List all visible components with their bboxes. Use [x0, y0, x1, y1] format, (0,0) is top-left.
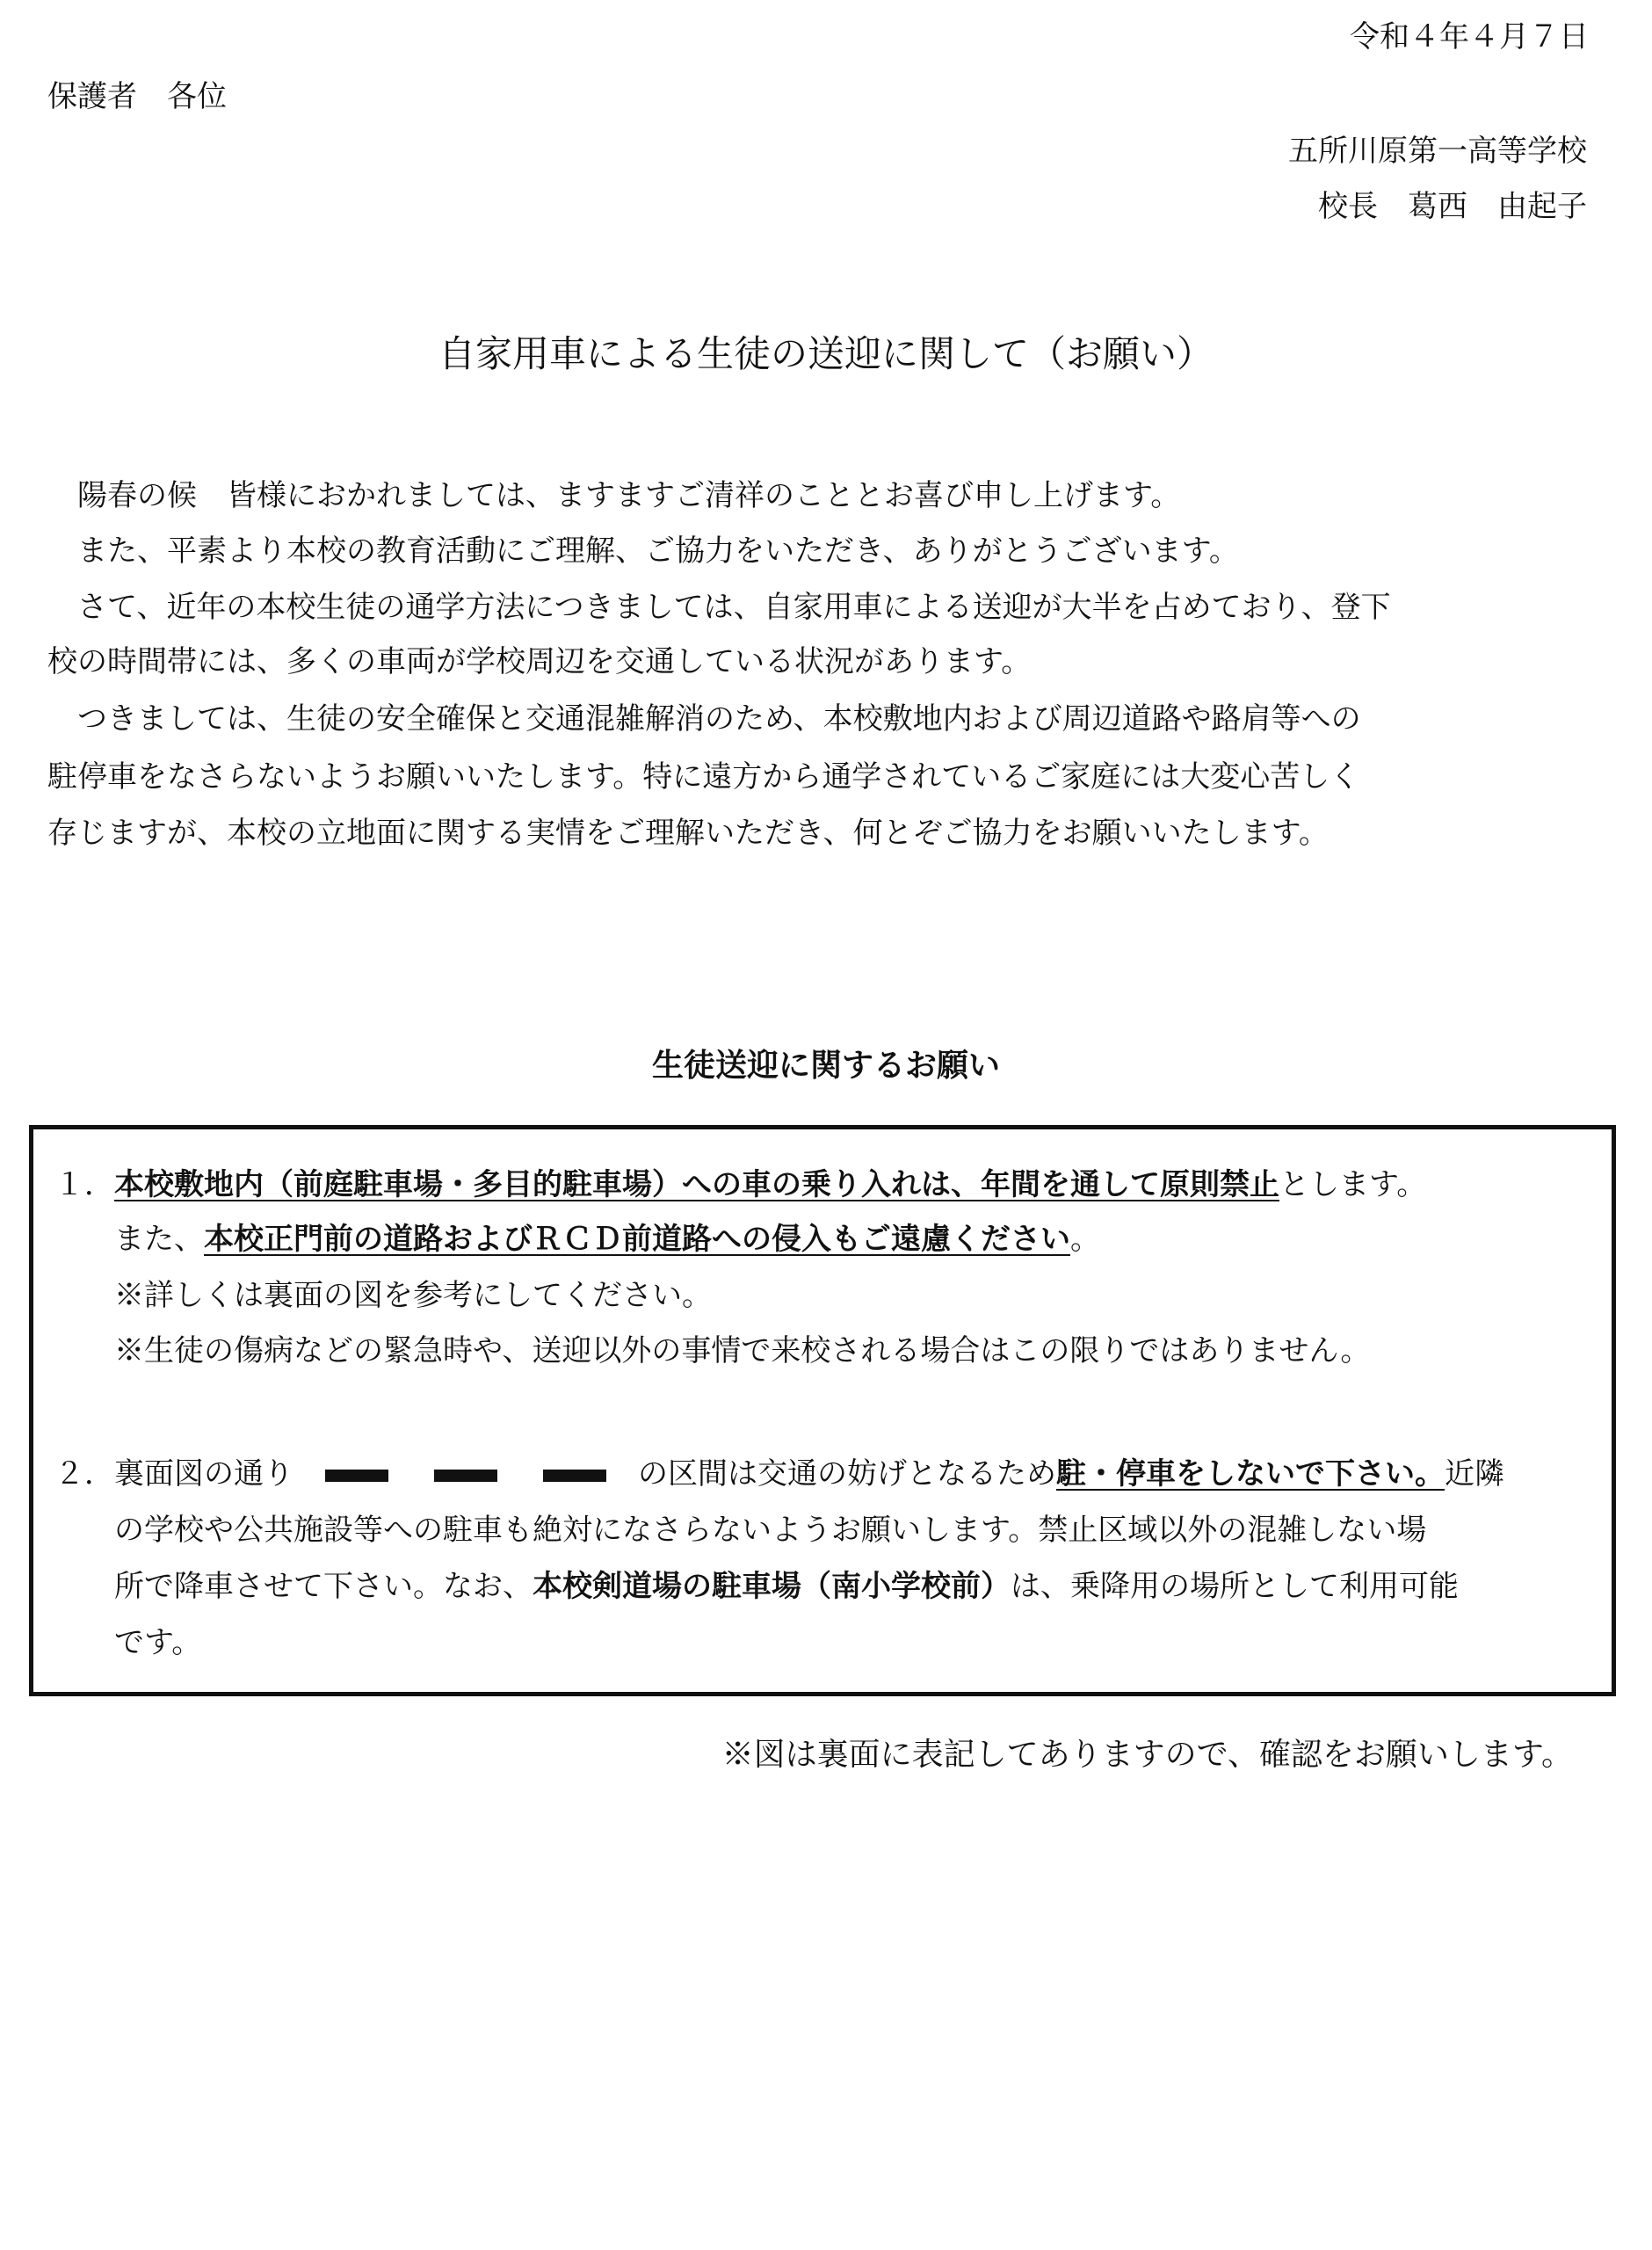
body-paragraph-4-line-2: 駐停車をなさらないようお願いいたします。特に遠方から通学されているご家庭には大変心苦しく: [47, 759, 1360, 795]
item-1-text-2: また、: [114, 1222, 204, 1257]
body-paragraph-2: また、平素より本校の教育活動にご理解、ご協力をいただき、ありがとうございます。: [47, 533, 1239, 569]
item-1-number: １．: [54, 1167, 114, 1202]
principal-name: 校長 葛西 由起子: [1318, 189, 1587, 224]
item-2-emphasis-no-parking: 駐・停車をしないで下さい。: [1056, 1456, 1445, 1492]
request-box: [29, 1125, 1616, 1696]
request-item-2-line-4: です。: [114, 1625, 202, 1660]
body-paragraph-4-line-1: つきましては、生徒の安全確保と交通混雑解消のため、本校敷地内および周辺道路や路肩等への: [47, 701, 1361, 737]
school-name: 五所川原第一高等学校: [1288, 134, 1587, 169]
addressee: 保護者 各位: [47, 79, 227, 114]
dash-segment-icon: [434, 1470, 497, 1482]
item-2-text-5: は、乗降用の場所として利用可能: [1011, 1569, 1459, 1604]
item-2-number: ２．: [54, 1456, 114, 1492]
date: 令和４年４月７日: [1350, 19, 1589, 54]
footnote: ※図は裏面に表記してありますので、確認をお願いします。: [721, 1737, 1573, 1773]
body-paragraph-3-line-1: さて、近年の本校生徒の通学方法につきましては、自家用車による送迎が大半を占めており、登下: [47, 590, 1391, 625]
request-item-1-line-2: [114, 1220, 1100, 1259]
request-section-title: 生徒送迎に関するお願い: [651, 1048, 1000, 1084]
item-1-text: とします。: [1279, 1167, 1427, 1202]
item-2-text-3: 近隣: [1445, 1456, 1504, 1492]
item-2-emphasis-kendo-parking: 本校剣道場の駐車場（南小学校前）: [533, 1569, 1011, 1604]
document-title: 自家用車による生徒の送迎に関して（お願い）: [438, 332, 1214, 375]
item-1-note-1: ※詳しくは裏面の図を参考にしてください。: [114, 1278, 712, 1313]
request-item-2-line-1: [54, 1455, 1504, 1493]
item-1-note-2: ※生徒の傷病などの緊急時や、送迎以外の事情で来校される場合はこの限りではありません。: [114, 1333, 1371, 1368]
item-2-text-2: の区間は交通の妨げとなるため: [638, 1456, 1056, 1492]
dash-segment-icon: [543, 1470, 606, 1482]
item-2-text-4: 所で降車させて下さい。なお、: [114, 1569, 533, 1604]
item-1-text-3: 。: [1070, 1222, 1100, 1257]
body-paragraph-1: 陽春の候 皆様におかれましては、ますますご清祥のこととお喜び申し上げます。: [47, 478, 1181, 513]
body-paragraph-3-line-2: 校の時間帯には、多くの車両が学校周辺を交通している状況があります。: [47, 644, 1032, 679]
item-2-text-1: 裏面図の通り: [114, 1456, 293, 1492]
item-1-emphasis-prohibition: 本校敷地内（前庭駐車場・多目的駐車場）への車の乗り入れは、年間を通して原則禁止: [114, 1167, 1279, 1202]
dashed-line-legend-icon: [302, 1455, 629, 1493]
dash-segment-icon: [325, 1470, 388, 1482]
item-1-emphasis-road: 本校正門前の道路およびＲＣＤ前道路への侵入もご遠慮ください: [204, 1222, 1070, 1257]
request-item-2-line-2: の学校や公共施設等への駐車も絶対になさらないようお願いします。禁止区域以外の混雑しない場: [114, 1513, 1427, 1548]
body-paragraph-4-line-3: 存じますが、本校の立地面に関する実情をご理解いただき、何とぞご協力をお願いいたします。: [47, 816, 1329, 851]
request-item-2-line-3: [114, 1567, 1459, 1606]
request-item-1-line-1: [54, 1165, 1426, 1204]
